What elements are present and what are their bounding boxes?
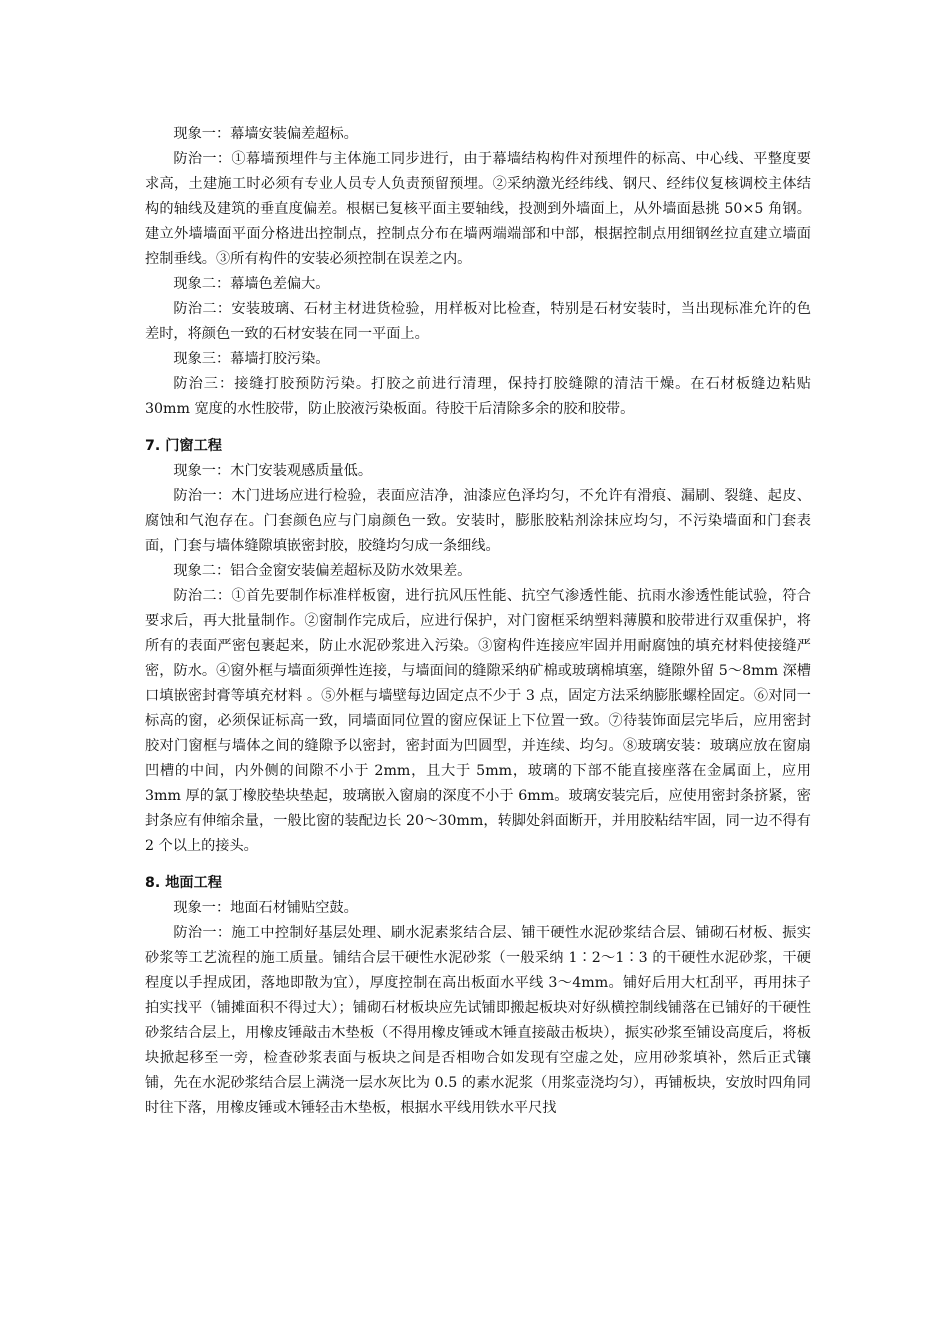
paragraph-window-issue-2: 现象二：铝合金窗安装偏差超标及防水效果差。: [173, 563, 472, 579]
section-heading-doors-windows: 7. 门窗工程: [145, 438, 222, 454]
paragraph-curtain-wall-issue-2: 现象二：幕墙色差偏大。: [173, 276, 330, 292]
paragraph-floor-fix-1: 防治一：施工中控制好基层处理、刷水泥素浆结合层、铺干硬性水泥砂浆结合层、铺砌石材板、振实砂浆等工艺流程的施工质量。铺结合层干硬性水泥砂浆（一般采纳 1∶2～1∶3 的干硬性水泥砂浆，干硬程度以手捏成团，落地即散为宜），厚度控制在高出板面水平线 3～4mm。铺好后用大杠刮平，再用抹子拍实找平（铺摊面积不得过大）；铺砌石材板块应先试铺即搬起板块对好纵横控制线铺落在已铺好的干硬性砂浆结合层上，用橡皮锤敲击木垫板（不得用橡皮锤或木锤直接敲击板块），振实砂浆至铺设高度后，将板块掀起移至一旁，检查砂浆表面与板块之间是否相吻合如发现有空虚之处，应用砂浆填补，然后正式镶铺，先在水泥砂浆结合层上满浇一层水灰比为 0.5 的素水泥浆（用浆壶浇均匀），再铺板块，安放时四角同时往下落，用橡皮锤或木锤轻击木垫板，根据水平线用铁水平尺找: [145, 925, 811, 1116]
paragraph-door-issue-1: 现象一：木门安装观感质量低。: [173, 463, 373, 479]
paragraph-door-fix-1: 防治一：木门进场应进行检验，表面应洁净，油漆应色泽均匀，不允许有滑痕、漏刷、裂缝、起皮、腐蚀和气泡存在。门套颜色应与门扇颜色一致。安装时，膨胀胶粘剂涂抹应均匀，不污染墙面和门套表面，门套与墙体缝隙填嵌密封胶，胶缝均匀成一条细线。: [145, 488, 811, 554]
paragraph-curtain-wall-fix-3: 防治三：接缝打胶预防污染。打胶之前进行清理，保持打胶缝隙的清洁干燥。在石材板缝边粘贴 30mm 宽度的水性胶带，防止胶液污染板面。待胶干后清除多余的胶和胶带。: [145, 376, 811, 417]
paragraph-curtain-wall-issue-3: 现象三：幕墙打胶污染。: [173, 351, 330, 367]
document-page: [145, 122, 811, 1121]
paragraph-curtain-wall-issue-1: 现象一：幕墙安装偏差超标。: [173, 126, 358, 142]
paragraph-floor-issue-1: 现象一：地面石材铺贴空鼓。: [173, 900, 358, 916]
paragraph-curtain-wall-fix-2: 防治二：安装玻璃、石材主材进货检验，用样板对比检查，特别是石材安装时，当出现标准允许的色差时，将颜色一致的石材安装在同一平面上。: [145, 301, 811, 342]
section-heading-flooring: 8. 地面工程: [145, 875, 222, 891]
paragraph-window-fix-2: 防治二：①首先要制作标准样板窗，进行抗风压性能、抗空气渗透性能、抗雨水渗透性能试验，符合要求后，再大批量制作。②窗制作完成后，应进行保护，对门窗框采纳塑料薄膜和胶带进行双重保护，将所有的表面严密包裹起来，防止水泥砂浆进入污染。③窗构件连接应牢固并用耐腐蚀的填充材料使接缝严密，防水。④窗外框与墙面须弹性连接，与墙面间的缝隙采纳矿棉或玻璃棉填塞，缝隙外留 5～8mm 深槽口填嵌密封膏等填充材料 。⑤外框与墙壁每边固定点不少于 3 点，固定方法采纳膨胀螺栓固定。⑥对同一标高的窗，必须保证标高一致，同墙面同位置的窗应保证上下位置一致。⑦待装饰面层完毕后，应用密封胶对门窗框与墙体之间的缝隙予以密封，密封面为凹圆型，并连续、均匀。⑧玻璃安装：玻璃应放在窗扇凹槽的中间，内外侧的间隙不小于 2mm，且大于 5mm，玻璃的下部不能直接座落在金属面上，应用 3mm 厚的氯丁橡胶垫块垫起，玻璃嵌入窗扇的深度不小于 6mm。玻璃安装完后，应使用密封条挤紧，密封条应有伸缩余量，一般比窗的装配边长 20～30mm，转脚处斜面断开，并用胶粘结牢固，同一边不得有 2 个以上的接头。: [145, 588, 811, 854]
paragraph-curtain-wall-fix-1: 防治一：①幕墙预埋件与主体施工同步进行，由于幕墙结构构件对预埋件的标高、中心线、平整度要求高，土建施工时必须有专业人员专人负责预留预埋。②采纳激光经纬线、钢尺、经纬仪复核调校主体结构的轴线及建筑的垂直度偏差。根椐已复核平面主要轴线，投测到外墙面上，从外墙面悬挑 50×5 角钢。建立外墙墙面平面分格进出控制点，控制点分布在墙两端端部和中部，根据控制点用细钢丝拉直建立墙面控制垂线。③所有构件的安装必须控制在误差之内。: [145, 151, 811, 267]
